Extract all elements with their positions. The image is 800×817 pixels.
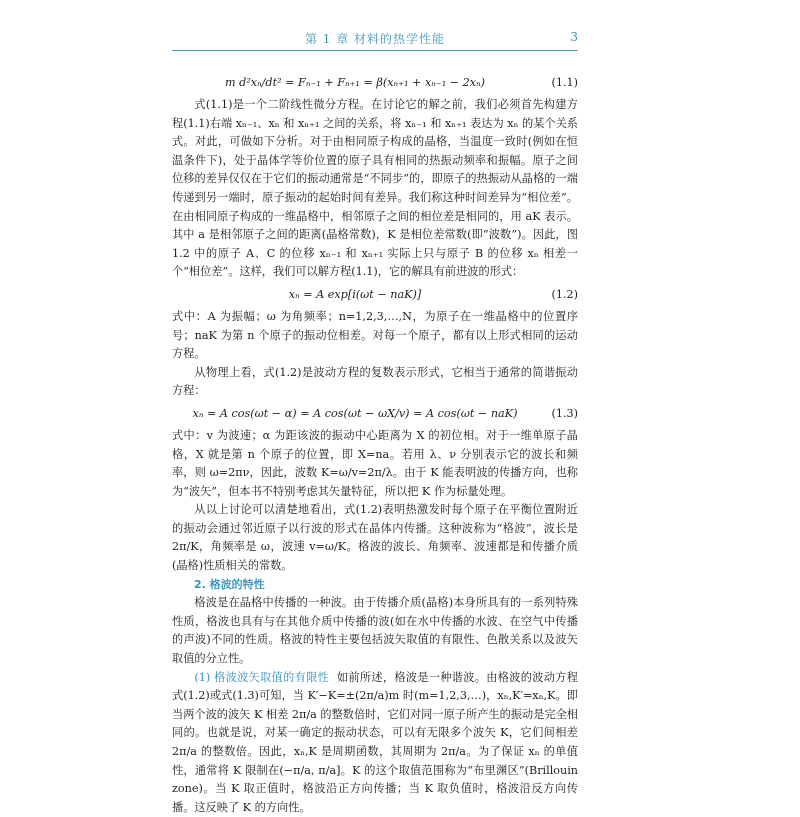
paragraph: 格波是在晶格中传播的一种波。由于传播介质(晶格)本身所具有的一系列特殊性质，格波也具有与在其他介质中传播的波(如在水中传播的水波、在空气中传播的声波)不同的性质。格波的特性主要包括波矢取值的有限性、色散关系以及波矢取值的分立性。 (172, 596, 578, 666)
paragraph: 式中：A 为振幅；ω 为角频率；n=1,2,3,…,N，为原子在一维晶格中的位置序号；naK 为第 n 个原子的振动位相差。对每一个原子，都有以上形式相同的运动方程。 (172, 309, 578, 361)
equation-formula: xₙ = A exp[i(ωt − naK)] (288, 287, 422, 301)
equation-number: (1.3) (551, 406, 578, 420)
equation-1-1 (172, 70, 578, 96)
equation-number: (1.2) (551, 287, 578, 301)
section-heading: 2. 格波的特性 (194, 577, 265, 591)
paragraph: 从物理上看，式(1.2)是波动方程的复数表示形式，它相当于通常的简谐振动方程： (172, 365, 578, 398)
running-header (172, 28, 578, 51)
equation-1-3 (172, 401, 578, 427)
equation-formula: xₙ = A cos(ωt − α) = A cos(ωt − ωX/v) = A cos(ωt − naK) (192, 406, 518, 420)
paragraph-text: 如前所述，格波是一种谐波。由格波的波动方程式(1.2)或式(1.3)可知，当 K′−K=±(2π/a)m 时(m=1,2,3,…)，xₙ,K′=xₙ,K。即当两个波的波矢 K 相差 2π/a 的整数倍时，它们对同一原子所产生的振动是完全相同的。也就是说，对某一确定的振动状态，可以有无限多个波矢 K，它们间相差 2π/a 的整数倍。因此，xₙ,K 是周期函数，其周期为 2π/a。为了保证 xₙ 的单值性，通常将 K 限制在(−π/a, π/a]。K 的这个取值范围称为“布里渊区”(Brillouin zone)。当 K 取正值时，格波沿正方向传播；当 K 取负值时，格波沿反方向传播。这反映了 K 的方向性。 (172, 670, 578, 814)
text-body (172, 70, 578, 817)
equation-number: (1.1) (551, 76, 578, 89)
page-number: 3 (570, 30, 578, 44)
paragraph: 式(1.1)是一个二阶线性微分方程。在讨论它的解之前，我们必须首先构建方程(1.1)右端 xₙ₋₁、xₙ 和 xₙ₊₁ 之间的关系，将 xₙ₋₁ 和 xₙ₊₁ 表达为 xₙ 的某个关系式。对此，可做如下分析。对于由相同原子构成的晶格，当温度一致时(例如在恒温条件下)，处于晶体学等价位置的原子具有相同的热振动频率和振幅。原子之间位移的差异仅仅在于它们的振动通常是“不同步”的，即原子的热振动从晶格的一端传递到另一端时，原子振动的起始时间有差异。我们称这种时间差异为“相位差”。在由相同原子构成的一维晶格中，相邻原子之间的相位差是相同的，用 aK 表示。其中 a 是相邻原子之间的距离(晶格常数)，K 是相位差常数(即“波数”)。因此，图 1.2 中的原子 A、C 的位移 xₙ₋₁ 和 xₙ₊₁ 实际上只与原子 B 的位移 xₙ 相差一个“相位差”。这样，我们可以解方程(1.1)，它的解具有前进波的形式： (172, 98, 578, 279)
equation-1-2 (172, 282, 578, 308)
subheading: (1) 格波波矢取值的有限性 (194, 670, 330, 684)
chapter-title: 第 1 章 材料的热学性能 (304, 32, 446, 46)
paragraph (172, 669, 578, 817)
paragraph: 式中：v 为波速；α 为距该波的振动中心距离为 X 的初位相。对于一维单原子晶格，X 就是第 n 个原子的位置，即 X=na。若用 λ、ν 分别表示它的波长和频率，则 ω=2πν，因此，波数 K=ω/v=2π/λ。由于 K 能表明波的传播方向，也称为“波矢”，但本书不特别考虑其矢量特征，所以把 K 作为标量处理。 (172, 428, 578, 498)
paragraph: 从以上讨论可以清楚地看出，式(1.2)表明热激发时每个原子在平衡位置附近的振动会通过邻近原子以行波的形式在晶体内传播。这种波称为“格波”，波长是 2π/K，角频率是 ω，波速 v=ω/K。格波的波长、角频率、波速都是和传播介质(晶格)性质相关的常数。 (172, 503, 578, 573)
equation-formula: m d²xₙ/dt² = Fₙ₋₁ + Fₙ₊₁ = β(xₙ₊₁ + xₙ₋₁ − 2xₙ) (225, 76, 485, 89)
